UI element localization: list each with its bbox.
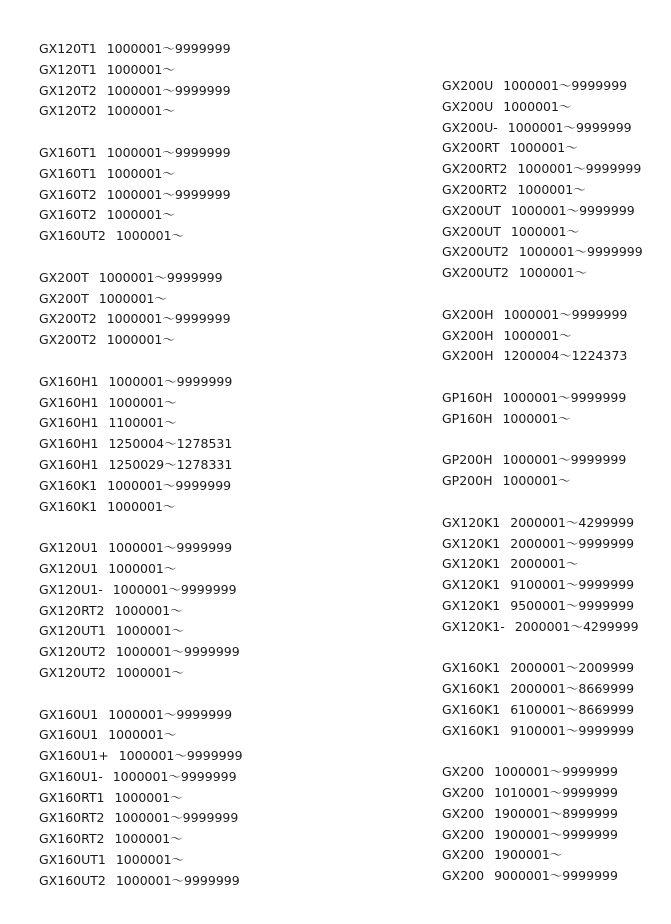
serial-range-line <box>39 81 243 102</box>
serial-range: 1000001～9999999 <box>106 144 231 160</box>
model-name: GX200UT2 <box>442 265 509 281</box>
model-group <box>442 388 643 430</box>
serial-range: 1200004～1224373 <box>503 348 628 364</box>
serial-range: 1000001～9999999 <box>118 748 243 764</box>
model-name: GX160K1 <box>39 477 98 493</box>
serial-range: 1000001～9999999 <box>106 186 231 202</box>
serial-range-line <box>39 268 243 289</box>
serial-range-line <box>39 663 243 684</box>
model-name: GP200H <box>442 452 493 468</box>
model-name: GX200UT <box>442 202 501 218</box>
serial-range-line <box>442 596 643 617</box>
serial-range: 1000001～ <box>115 664 185 680</box>
model-name: GX160H1 <box>39 394 99 410</box>
serial-range: 2000001～4299999 <box>510 514 635 530</box>
model-name: GX200RT <box>442 140 500 156</box>
serial-range: 1000001～9999999 <box>112 768 237 784</box>
serial-range-line <box>39 601 243 622</box>
serial-range-line <box>39 580 243 601</box>
serial-range-line <box>39 330 243 351</box>
model-name: GX160RT2 <box>39 810 105 826</box>
serial-range: 1250029～1278331 <box>108 456 233 472</box>
model-group <box>442 762 643 887</box>
serial-range-line <box>39 185 243 206</box>
serial-range: 1000001～9999999 <box>108 706 233 722</box>
serial-range-line <box>39 455 243 476</box>
serial-range-line <box>39 476 243 497</box>
serial-range: 2000001～9999999 <box>510 535 635 551</box>
serial-range: 1000001～ <box>108 560 177 576</box>
serial-range: 1000001～ <box>502 473 571 489</box>
serial-range-line <box>442 76 643 97</box>
model-name: GX160K1 <box>442 701 501 717</box>
model-group <box>442 305 643 367</box>
serial-range-line <box>442 617 643 638</box>
serial-range: 1000001～ <box>108 727 177 743</box>
model-name: GX160K1 <box>442 722 501 738</box>
serial-range: 1900001～8999999 <box>494 805 618 821</box>
model-name: GX200H <box>442 348 494 364</box>
serial-range: 1900001～ <box>494 847 563 863</box>
model-group <box>39 538 243 684</box>
serial-range-line <box>39 746 243 767</box>
model-group <box>39 39 243 122</box>
serial-range: 1100001～ <box>108 415 177 431</box>
model-name: GX160U1- <box>39 768 103 784</box>
model-name: GX200UT2 <box>442 244 509 260</box>
model-name: GX200T2 <box>39 332 97 348</box>
model-name: GX200 <box>442 868 485 884</box>
serial-range: 1000001～ <box>114 789 183 805</box>
serial-range-line <box>39 289 243 310</box>
serial-range-line <box>39 497 243 518</box>
model-name: GX200 <box>442 785 485 801</box>
serial-range-line <box>442 845 643 866</box>
model-name: GX160RT2 <box>39 831 105 847</box>
serial-range-line <box>39 725 243 746</box>
serial-range: 1000001～ <box>510 223 580 239</box>
serial-range-line <box>442 201 643 222</box>
model-name: GX160H1 <box>39 415 99 431</box>
serial-range-line <box>442 409 643 430</box>
serial-range-line <box>39 788 243 809</box>
serial-range: 1000001～ <box>98 290 167 306</box>
serial-range-line <box>442 554 643 575</box>
serial-range-line <box>442 180 643 201</box>
model-name: GX120T2 <box>39 103 97 119</box>
model-name: GX120UT2 <box>39 644 106 660</box>
serial-range: 9100001～9999999 <box>510 577 635 593</box>
model-name: GX120U1- <box>39 581 103 597</box>
serial-range-line <box>39 434 243 455</box>
model-name: GX160T1 <box>39 165 97 181</box>
serial-range-line <box>39 205 243 226</box>
serial-range-line <box>442 242 643 263</box>
serial-range: 1000001～9999999 <box>107 477 232 493</box>
model-group <box>39 268 243 351</box>
model-name: GX160H1 <box>39 456 99 472</box>
model-name: GX120UT1 <box>39 623 106 639</box>
serial-range-line <box>442 346 643 367</box>
model-name: GX200T <box>39 269 89 285</box>
serial-range: 1000001～ <box>503 327 572 343</box>
serial-range: 1000001～9999999 <box>507 119 632 135</box>
serial-range: 1900001～9999999 <box>494 826 618 842</box>
model-name: GP160H <box>442 389 493 405</box>
serial-range: 1000001～9999999 <box>115 872 240 888</box>
model-name: GX120T1 <box>39 61 97 77</box>
serial-range-line <box>39 705 243 726</box>
model-name: GX120U1 <box>39 540 99 556</box>
model-name: GX200H <box>442 327 494 343</box>
serial-range: 2000001～8669999 <box>510 681 635 697</box>
left-column <box>39 39 243 892</box>
serial-range-line <box>39 372 243 393</box>
model-name: GX120K1 <box>442 535 501 551</box>
model-name: GX120T2 <box>39 82 97 98</box>
serial-range: 9000001～9999999 <box>494 868 618 884</box>
model-name: GX200H <box>442 306 494 322</box>
model-name: GX200U- <box>442 119 498 135</box>
serial-range: 2000001～ <box>510 556 579 572</box>
serial-range: 1000001～9999999 <box>494 764 618 780</box>
serial-range: 1000001～ <box>106 103 175 119</box>
model-name: GP200H <box>442 473 493 489</box>
serial-range-line <box>39 767 243 788</box>
serial-range-line <box>39 621 243 642</box>
serial-range: 1000001～9999999 <box>502 389 627 405</box>
model-name: GX160UT1 <box>39 852 106 868</box>
model-name: GX120K1 <box>442 556 501 572</box>
serial-range-line <box>39 538 243 559</box>
serial-range: 1000001～9999999 <box>108 373 233 389</box>
serial-range-line <box>39 413 243 434</box>
serial-range-line <box>39 871 243 892</box>
serial-range-line <box>39 101 243 122</box>
model-name: GX160U1 <box>39 727 99 743</box>
serial-range-line <box>39 60 243 81</box>
serial-range-line <box>442 388 643 409</box>
model-name: GX120T1 <box>39 41 97 56</box>
model-name: GX200 <box>442 826 485 842</box>
serial-range-line <box>442 450 643 471</box>
serial-range-line <box>442 471 643 492</box>
serial-range-line <box>39 808 243 829</box>
model-name: GX160RT1 <box>39 789 105 805</box>
serial-range-line <box>442 513 643 534</box>
serial-range-line <box>39 39 243 60</box>
model-name: GX200U <box>442 98 494 114</box>
model-group <box>442 76 643 284</box>
serial-range: 1000001～ <box>509 140 578 156</box>
serial-range: 1000001～9999999 <box>112 581 237 597</box>
model-name: GX160UT2 <box>39 872 106 888</box>
serial-range: 1000001～9999999 <box>510 202 635 218</box>
serial-range-line <box>442 159 643 180</box>
serial-range-line <box>442 679 643 700</box>
serial-range: 6100001～8669999 <box>510 701 635 717</box>
serial-range-line <box>39 164 243 185</box>
serial-range: 1000001～ <box>502 410 571 426</box>
serial-range: 1000001～ <box>114 602 183 618</box>
serial-range: 1000001～ <box>114 831 183 847</box>
model-name: GX120K1 <box>442 514 501 530</box>
model-name: GX160H1 <box>39 373 99 389</box>
serial-range: 1010001～9999999 <box>494 785 618 801</box>
model-name: GX120RT2 <box>39 602 105 618</box>
serial-range: 1000001～9999999 <box>502 452 627 468</box>
right-column <box>442 76 643 887</box>
serial-range-line <box>39 829 243 850</box>
model-name: GX160UT2 <box>39 228 106 244</box>
model-name: GP160H <box>442 410 493 426</box>
serial-range-line <box>442 263 643 284</box>
serial-range: 1000001～ <box>517 181 586 197</box>
serial-range: 9500001～9999999 <box>510 597 635 613</box>
model-name: GX160K1 <box>442 681 501 697</box>
serial-range: 1000001～ <box>108 394 177 410</box>
serial-range: 1000001～9999999 <box>106 82 231 98</box>
serial-range: 2000001～4299999 <box>514 618 639 634</box>
serial-range-line <box>39 559 243 580</box>
serial-range-line <box>442 762 643 783</box>
serial-range: 1000001～9999999 <box>518 244 643 260</box>
serial-range-line <box>39 850 243 871</box>
serial-range-line <box>39 393 243 414</box>
model-name: GX160U1+ <box>39 748 109 764</box>
serial-range-line <box>442 575 643 596</box>
serial-range: 1000001～9999999 <box>517 161 642 177</box>
model-group <box>39 143 243 247</box>
serial-range: 1000001～ <box>106 61 175 77</box>
serial-range: 1000001～ <box>115 228 185 244</box>
serial-range: 1000001～ <box>106 165 175 181</box>
serial-range-line <box>442 783 643 804</box>
serial-range: 1000001～9999999 <box>503 78 628 93</box>
serial-range-line <box>39 226 243 247</box>
model-name: GX200 <box>442 805 485 821</box>
model-name: GX160K1 <box>442 660 501 676</box>
model-name: GX200T2 <box>39 311 97 327</box>
serial-range: 1250004～1278531 <box>108 436 233 452</box>
serial-range-line <box>442 138 643 159</box>
serial-range-line <box>39 309 243 330</box>
serial-range-line <box>442 97 643 118</box>
serial-range: 1000001～9999999 <box>503 306 628 322</box>
model-name: GX200U <box>442 78 494 93</box>
serial-range: 1000001～ <box>115 852 185 868</box>
serial-range-line <box>442 222 643 243</box>
model-group <box>442 450 643 492</box>
serial-range-line <box>442 804 643 825</box>
serial-range: 1000001～ <box>518 265 588 281</box>
model-name: GX160K1 <box>39 498 98 514</box>
model-name: GX200RT2 <box>442 161 508 177</box>
model-name: GX120K1 <box>442 597 501 613</box>
serial-range-line <box>442 658 643 679</box>
serial-range-line <box>442 326 643 347</box>
serial-range-line <box>39 143 243 164</box>
serial-range-line <box>442 866 643 887</box>
model-name: GX200 <box>442 847 485 863</box>
serial-range-line <box>442 700 643 721</box>
serial-range: 1000001～9999999 <box>115 644 240 660</box>
serial-range-line <box>442 825 643 846</box>
model-name: GX200UT <box>442 223 501 239</box>
serial-range: 1000001～ <box>503 98 572 114</box>
serial-range: 1000001～9999999 <box>114 810 239 826</box>
model-name: GX120U1 <box>39 560 99 576</box>
serial-range: 2000001～2009999 <box>510 660 635 676</box>
model-name: GX200RT2 <box>442 181 508 197</box>
serial-range-line <box>442 721 643 742</box>
model-group <box>39 705 243 892</box>
serial-range: 1000001～ <box>107 498 176 514</box>
model-name: GX200 <box>442 764 485 780</box>
model-group <box>39 372 243 518</box>
serial-range-line <box>442 118 643 139</box>
model-name: GX120K1- <box>442 618 505 634</box>
model-group <box>442 658 643 741</box>
serial-range: 9100001～9999999 <box>510 722 635 738</box>
model-name: GX160T2 <box>39 207 97 223</box>
serial-range: 1000001～9999999 <box>106 311 231 327</box>
model-name: GX160U1 <box>39 706 99 722</box>
model-name: GX160T2 <box>39 186 97 202</box>
model-name: GX160H1 <box>39 436 99 452</box>
serial-range-line <box>442 534 643 555</box>
serial-range-line <box>39 642 243 663</box>
model-name: GX120UT2 <box>39 664 106 680</box>
serial-range: 1000001～ <box>106 207 175 223</box>
serial-range-line <box>442 305 643 326</box>
serial-range: 1000001～9999999 <box>106 41 231 56</box>
serial-range: 1000001～ <box>106 332 175 348</box>
model-name: GX200T <box>39 290 89 306</box>
serial-range: 1000001～9999999 <box>98 269 223 285</box>
model-group <box>442 513 643 638</box>
model-name: GX160T1 <box>39 144 97 160</box>
serial-range: 1000001～ <box>115 623 185 639</box>
serial-range: 1000001～9999999 <box>108 540 233 556</box>
model-name: GX120K1 <box>442 577 501 593</box>
